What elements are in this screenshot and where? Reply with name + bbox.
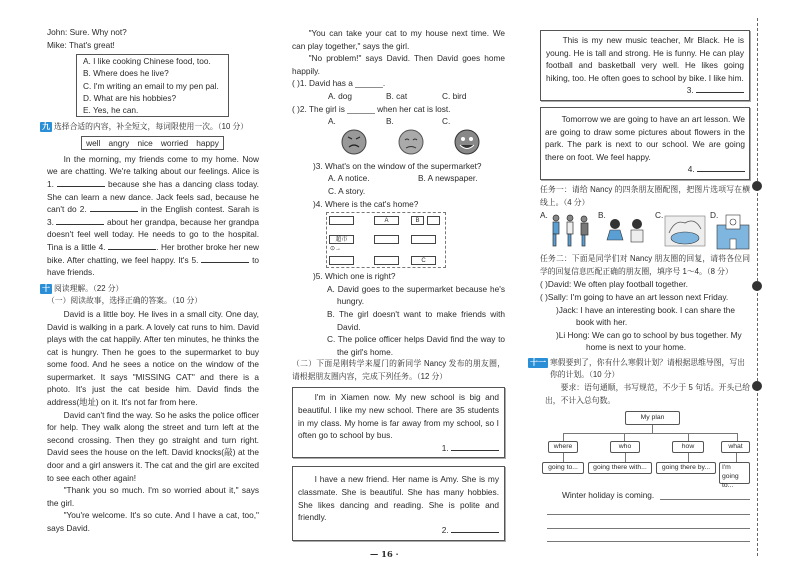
angry-face-icon[interactable] xyxy=(342,130,366,154)
answer-number: 3. xyxy=(686,85,694,96)
word: worried xyxy=(160,137,189,148)
question-2 xyxy=(292,103,505,158)
question-text: ( )2. The girl is ______ when her cat is lost. xyxy=(292,103,451,114)
option[interactable]: B. A newspaper. xyxy=(418,173,478,184)
reply[interactable]: ( )David: We often play football together. xyxy=(540,279,688,290)
building xyxy=(374,235,399,244)
subsection-title: （一）阅读故事，选择正确的答案。（10 分） xyxy=(47,296,203,306)
girls-dancing-reading-picture xyxy=(605,217,650,247)
word: nice xyxy=(137,137,153,148)
answer-blank[interactable] xyxy=(451,443,499,451)
picture-label: D. xyxy=(710,210,719,221)
leaf: going to... xyxy=(542,462,584,474)
writing-line[interactable] xyxy=(547,528,750,529)
task-1: 任务一：请给 Nancy 的四条朋友圈配图，把图片选项写在横线上。（4 分） xyxy=(540,184,750,207)
building xyxy=(374,256,399,265)
cloze-passage xyxy=(47,153,259,279)
text: Tomorrow we are going to have an art lesson. We are going to draw some pictures about flowers in the park. The park is next to our school. We are going there on foot. We feel happy. xyxy=(545,113,745,162)
requirements: 要求：语句通顺，书写规范，不少于 5 句话。开头已给出，不计入总句数。 xyxy=(545,383,750,405)
leaf: going there by... xyxy=(656,462,716,474)
text: in the English contest. Sarah is 3. xyxy=(47,204,260,227)
option: D. What are his hobbies? xyxy=(83,92,177,103)
reply[interactable]: ( )Sally: I'm going to have an art lesson next Friday. xyxy=(540,291,729,302)
building-a[interactable]: A xyxy=(374,216,399,225)
mind-map xyxy=(540,409,750,490)
binding-mark-icon xyxy=(752,281,762,291)
building xyxy=(427,216,440,225)
option-label[interactable]: B. xyxy=(386,116,394,127)
word: well xyxy=(86,137,101,148)
text: This is my new music teacher, Mr Black. He is young. He is tall and strong. He is funny. He can play football and basketball very well. He likes going hiking, too. He often goes to school by bike. I like him. xyxy=(546,35,744,83)
option[interactable]: C. A story. xyxy=(328,185,366,196)
question-text: )3. What's on the window of the supermarket? xyxy=(313,160,482,171)
pictures xyxy=(540,209,750,251)
binding-mark-icon xyxy=(752,181,762,191)
building-b[interactable]: B xyxy=(411,216,424,225)
picture-label: C. xyxy=(655,210,664,221)
column-1 xyxy=(42,26,260,535)
leaf: I'm going to... xyxy=(719,462,750,484)
start-arrow-icon: ⊙→ xyxy=(330,246,342,253)
branch-who: who xyxy=(610,441,640,453)
story-paragraph: "No problem!" says David. Then David goes home happily. xyxy=(292,53,505,76)
dialog-line: John: Sure. Why not? xyxy=(47,27,127,37)
story-paragraph: David can't find the way. So he asks the police officer for help. They walk along the street and turn left at the second crossing. Then they go straight and turn right. David sees the house on the left. David knocks(敲) at the door and a girl answers it. The cat and the girl are excited to see each other again! xyxy=(47,409,259,483)
writing-line[interactable] xyxy=(547,541,750,542)
post-text xyxy=(545,113,745,163)
building xyxy=(329,256,354,265)
building xyxy=(411,235,436,244)
writing-line[interactable] xyxy=(660,499,750,500)
question-text: )5. Which one is right? xyxy=(313,271,396,282)
post-4 xyxy=(540,107,750,180)
question-3 xyxy=(292,160,505,198)
question-5 xyxy=(292,270,505,358)
answer-number: 4. xyxy=(687,164,695,175)
replies xyxy=(540,278,750,354)
branch-what: what xyxy=(721,441,750,453)
question-4 xyxy=(292,198,505,271)
column-3 xyxy=(530,30,750,542)
post-2 xyxy=(292,466,505,541)
park-picture xyxy=(663,213,708,249)
section-10-heading xyxy=(40,283,259,296)
post-1 xyxy=(292,387,505,458)
map xyxy=(326,212,446,268)
option-label[interactable]: A. xyxy=(328,116,336,127)
answer-blank[interactable] xyxy=(697,164,745,172)
option[interactable]: A. dog xyxy=(328,90,352,101)
option[interactable]: A. A notice. xyxy=(328,173,370,184)
option: E. Yes, he can. xyxy=(83,105,139,115)
option: A. I like cooking Chinese food, too. xyxy=(83,56,211,67)
picture-label: A. xyxy=(540,210,548,221)
text: . Her brother broke her new bike. After chatting, we feel happy. It's 5. xyxy=(47,241,259,265)
text: I have a new friend. Her name is Amy. She is my classmate. She is beautiful. She has many hobbies. She likes dancing and reading. She is polite and friendly. xyxy=(298,474,499,523)
section-title: 寒假要到了，你有什么寒假计划？请根据思维导图，写出你的计划。（10 分） xyxy=(550,357,745,380)
section-number: 十 xyxy=(42,283,50,293)
writing-start: Winter holiday is coming. xyxy=(562,490,655,501)
answer-number: 1. xyxy=(441,442,449,453)
answer-number: 2. xyxy=(441,524,449,535)
word-bank xyxy=(81,136,224,150)
dialog-line: Mike: That's great! xyxy=(47,39,115,50)
blank-4[interactable] xyxy=(108,242,156,250)
mind-map-root: My plan xyxy=(625,411,680,425)
text: because she has a dancing class today. She can learn a new dance. Jack feels sad, because he can't do 2. xyxy=(47,178,259,215)
option[interactable]: B. The girl doesn't want to make friends with David. xyxy=(327,308,505,332)
text: I'm in Xiamen now. My new school is big and beautiful. I like my new school. There are 35 students in my class. My home is far away from my school, so I often go to school by bus. xyxy=(298,392,499,441)
options-box xyxy=(76,54,229,117)
answer-blank[interactable] xyxy=(451,525,499,533)
blank-3[interactable] xyxy=(56,217,104,225)
reply[interactable]: )Li Hong: We can go to school by bus together. My home is next to your home. xyxy=(556,329,742,353)
part-2-instructions: （二）下面是刚转学来厦门的新同学 Nancy 发布的朋友圈，请根据朋友圈内容，完成下列任务。（12 分） xyxy=(292,359,505,381)
section-title: 选择合适的内容，补全短文，每词限使用一次。（10 分） xyxy=(54,122,249,132)
blank-1[interactable] xyxy=(57,179,105,187)
branch-how: how xyxy=(672,441,704,453)
story-paragraph: "You're welcome. It's so cute. And I have a cat, too," says David. xyxy=(47,510,259,534)
text: In the morning, my friends come to my home. Now we are chatting. We're talking about our feelings. Alice is 1. xyxy=(47,153,259,189)
post-text xyxy=(298,473,499,523)
option[interactable]: A. David goes to the supermarket because he's hungry. xyxy=(327,283,505,307)
question-text: )4. Where is the cat's home? xyxy=(313,198,419,209)
question-1 xyxy=(292,77,505,102)
happy-face-icon[interactable] xyxy=(455,130,479,154)
binding-mark-icon xyxy=(752,381,762,391)
supermarket: 超市 xyxy=(329,235,354,244)
section-11-heading xyxy=(528,357,750,382)
option: B. Where does he live? xyxy=(83,68,169,79)
page-number: — 16 · xyxy=(370,549,399,559)
building-c[interactable]: C xyxy=(411,256,436,265)
story xyxy=(47,308,259,535)
blank-2[interactable] xyxy=(90,204,138,212)
dialog xyxy=(47,26,259,51)
word: happy xyxy=(196,137,219,148)
text: about her grandpa, because her grandpa doesn't feel well today. He needs to go to the hospital. Tina is a little 4. xyxy=(47,216,260,252)
post-text xyxy=(546,34,744,84)
text: to have friends. xyxy=(47,254,259,278)
post-3 xyxy=(540,30,750,101)
option-label[interactable]: C. xyxy=(442,116,451,127)
school-building-picture xyxy=(716,211,750,251)
blank-5[interactable] xyxy=(201,255,249,263)
section-number: 九 xyxy=(42,122,50,132)
section-number: 十一 xyxy=(530,357,546,367)
story-paragraph: "You can take your cat to my house next time. We can play together," says the girl. xyxy=(292,28,505,51)
option[interactable]: C. The police officer helps David find the way to the girl's home. xyxy=(327,334,505,357)
word: angry xyxy=(108,137,130,148)
leaf: going there with... xyxy=(588,462,652,474)
branch-where: where xyxy=(548,441,578,453)
story-end xyxy=(292,27,505,77)
building xyxy=(329,216,354,225)
option[interactable]: C. bird xyxy=(442,90,467,101)
option[interactable]: B. cat xyxy=(386,90,408,101)
worried-face-icon[interactable] xyxy=(399,130,423,154)
writing-line[interactable] xyxy=(547,514,750,515)
football-players-picture xyxy=(548,213,593,251)
option: C. I'm writing an email to my pen pal. xyxy=(83,80,219,91)
section-9-heading xyxy=(40,121,259,134)
reply[interactable]: )Jack: I have an interesting book. I can share the book with her. xyxy=(556,304,735,328)
faces xyxy=(340,128,510,158)
story-paragraph: "Thank you so much. I'm so worried about it," says the girl. xyxy=(47,485,259,508)
section-title: 阅读理解。（22 分） xyxy=(54,283,124,293)
writing-start-row xyxy=(540,489,750,502)
post-text xyxy=(298,391,499,441)
picture-label: B. xyxy=(598,210,606,221)
question-text: ( )1. David has a ______. xyxy=(292,78,386,89)
story-paragraph: David is a little boy. He lives in a small city. One day, David is walking in a park. A lovely cat runs to him. David plays with the cat happily. After ten minutes, he thinks the cat is hungry. Then he goes to the supermarket to buy some food. And he sees a notice on the window of the supermarket. It says "MISSING CAT" and there is a photo. It's just the cat beside him. David finds the address(地址) on it. It's not far from here. xyxy=(47,308,259,408)
answer-blank[interactable] xyxy=(696,85,744,93)
column-2 xyxy=(292,27,505,541)
task-2: 任务二：下面是同学们对 Nancy 朋友圈的回复，请将各位同学的回复信息匹配正确的朋友圈，填序号 1～4。（8 分） xyxy=(540,254,750,276)
